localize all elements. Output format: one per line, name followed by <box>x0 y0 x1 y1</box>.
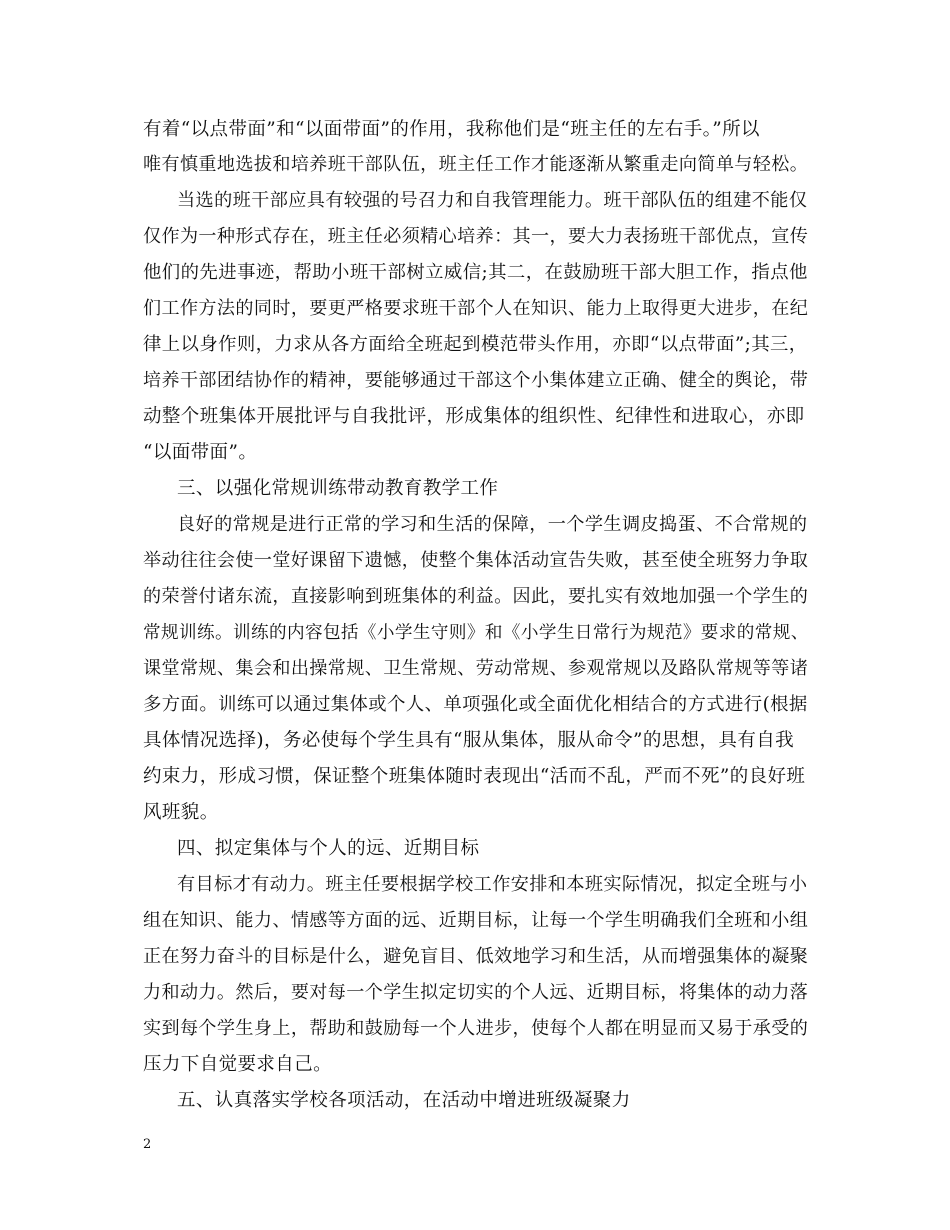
text-line: 举动往往会使一堂好课留下遗憾，使整个集体活动宣告失败，甚至使全班努力争取 <box>143 550 809 571</box>
text-line: 有目标才有动力。班主任要根据学校工作安排和本班实际情况，拟定全班与小 <box>177 874 808 895</box>
text-line: 正在努力奋斗的目标是什么，避免盲目、低效地学习和生活，从而增强集体的凝聚 <box>143 946 809 967</box>
text-line: 课堂常规、集会和出操常规、卫生常规、劳动常规、参观常规以及路队常规等等诸 <box>143 658 809 679</box>
text-line: “以面带面”。 <box>143 442 258 463</box>
text-line: 实到每个学生身上，帮助和鼓励每一个人进步，使每个人都在明显而又易于承受的 <box>143 1018 809 1039</box>
text-line: 他们的先进事迹，帮助小班干部树立威信;其二，在鼓励班干部大胆工作，指点他 <box>143 262 808 283</box>
text-line: 压力下自觉要求自己。 <box>143 1054 333 1075</box>
text-line: 的荣誉付诸东流，直接影响到班集体的利益。因此，要扎实有效地加强一个学生的 <box>143 586 809 607</box>
page-number: 2 <box>143 1137 152 1152</box>
text-line: 培养干部团结协作的精神，要能够通过干部这个小集体建立正确、健全的舆论，带 <box>143 370 809 391</box>
section-heading: 三、以强化常规训练带动教育教学工作 <box>177 478 499 499</box>
text-line: 们工作方法的同时，要更严格要求班干部个人在知识、能力上取得更大进步，在纪 <box>143 298 809 319</box>
text-line: 具体情况选择)，务必使每个学生具有“服从集体，服从命令”的思想，具有自我 <box>143 730 795 751</box>
text-line: 风班貌。 <box>143 802 219 823</box>
text-line: 有着“以点带面”和“以面带面”的作用，我称他们是“班主任的左右手。”所以 <box>143 119 760 140</box>
text-line: 当选的班干部应具有较强的号召力和自我管理能力。班干部队伍的组建不能仅 <box>177 190 808 211</box>
text-line: 律上以身作则，力求从各方面给全班起到模范带头作用，亦即“以点带面”;其三， <box>143 334 808 355</box>
text-line: 组在知识、能力、情感等方面的远、近期目标，让每一个学生明确我们全班和小组 <box>143 910 809 931</box>
text-line: 动整个班集体开展批评与自我批评，形成集体的组织性、纪律性和进取心，亦即 <box>143 406 805 427</box>
text-line: 良好的常规是进行正常的学习和生活的保障，一个学生调皮捣蛋、不合常规的 <box>177 514 808 535</box>
text-line: 仅作为一种形式存在，班主任必须精心培养：其一，要大力表扬班干部优点，宣传 <box>143 226 809 247</box>
text-line: 力和动力。然后，要对每一个学生拟定切实的个人远、近期目标，将集体的动力落 <box>143 982 809 1003</box>
text-line: 唯有慎重地选拔和培养班干部队伍，班主任工作才能逐渐从繁重走向简单与轻松。 <box>143 154 809 175</box>
section-heading: 四、拟定集体与个人的远、近期目标 <box>177 838 480 859</box>
text-line: 约束力，形成习惯，保证整个班集体随时表现出“活而不乱，严而不死”的良好班 <box>143 766 806 787</box>
text-line: 常规训练。训练的内容包括《小学生守则》和《小学生日常行为规范》要求的常规、 <box>143 623 809 643</box>
text-line: 多方面。训练可以通过集体或个人、单项强化或全面优化相结合的方式进行(根据 <box>143 694 808 715</box>
section-heading: 五、认真落实学校各项活动，在活动中增进班级凝聚力 <box>177 1090 631 1111</box>
